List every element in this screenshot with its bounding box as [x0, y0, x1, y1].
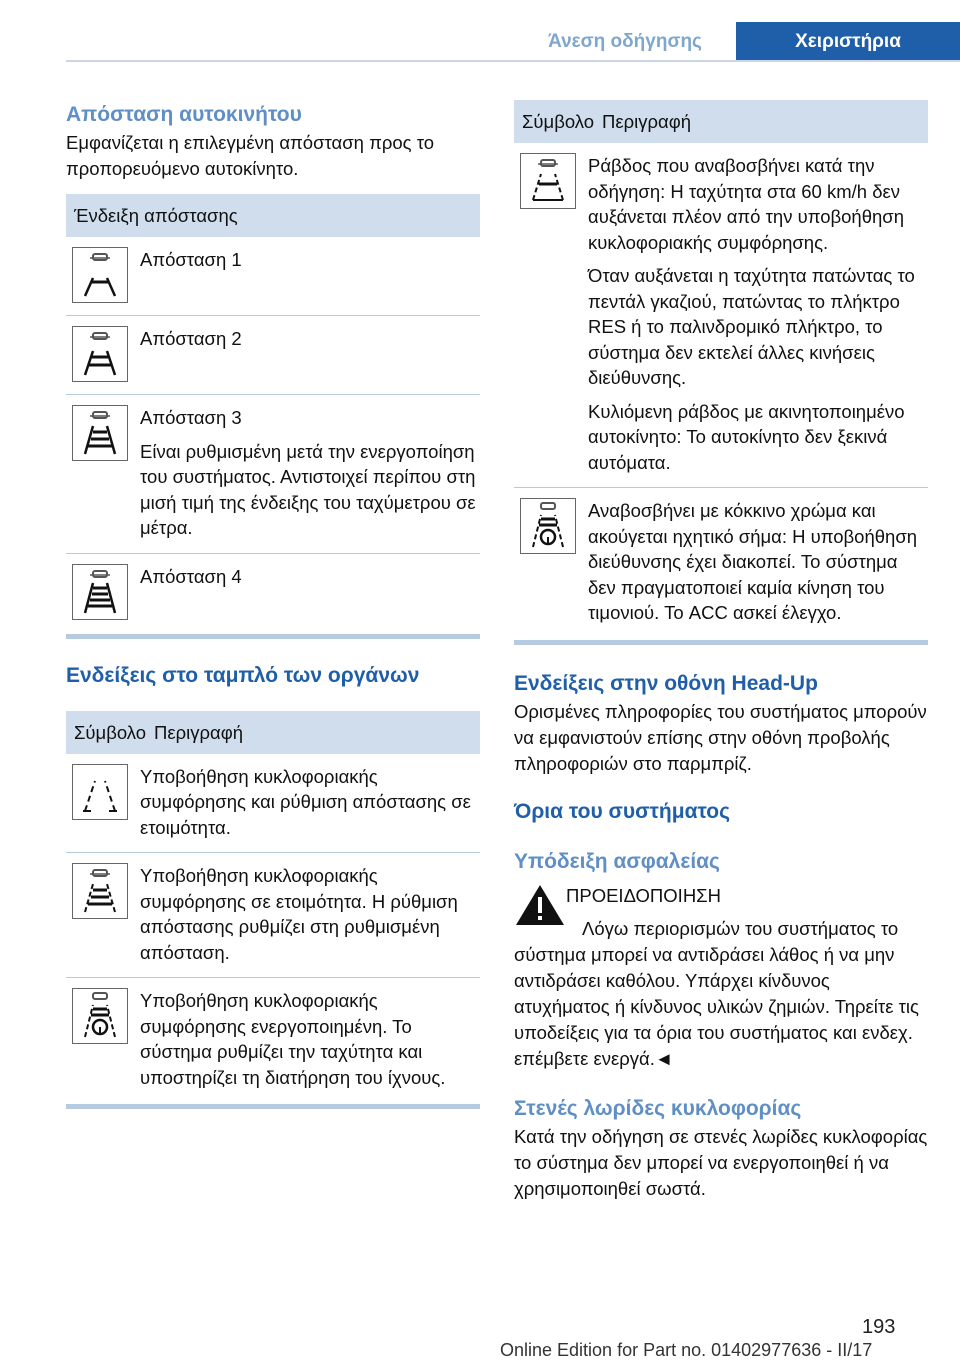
distance-2-icon — [72, 326, 128, 382]
indicator-row-2 — [66, 853, 480, 978]
distance-4-icon — [72, 564, 128, 620]
right-row-1 — [514, 143, 928, 488]
right-table-end — [514, 640, 928, 645]
right-header-symbol: Σύμβολο — [522, 111, 595, 132]
speed-limit-bar-icon — [520, 153, 576, 209]
section-title: Άνεση οδήγησης — [548, 31, 702, 52]
lanes-text: Κατά την οδήγηση σε στενές λωρίδες κυκλοφορίας το σύστημα δεν μπορεί να ενεργοποιηθεί ή να χρησιμοποιηθεί σωστά. — [514, 1125, 928, 1199]
lane-standby-icon — [72, 764, 128, 820]
left-column — [66, 100, 480, 1109]
distance-intro: Εμφανίζεται η επιλεγμένη απόσταση προς το προπορευόμενο αυτοκίνητο. — [66, 132, 435, 179]
indicator-2-text: Υποβοήθηση κυκλοφοριακής συμφόρησης σε ετοιμότητα. Η ρύθμιση απόστασης ρυθμίζει στη ρυθμισμένη απόσταση. — [140, 865, 458, 963]
hud-title: Ενδείξεις στην οθόνη Head-Up — [514, 671, 818, 695]
header-divider — [66, 60, 960, 62]
hud-text: Ορισμένες πληροφορίες του συστήματος μπορούν να εμφανιστούν επίσης στην οθόνη προβολής πληροφοριών στο παρμπρίζ. — [514, 700, 927, 774]
indicators-header-symbol: Σύμβολο — [74, 721, 147, 743]
indicators-table-end — [66, 1104, 480, 1109]
right-column — [514, 100, 928, 1202]
indicator-1-text: Υποβοήθηση κυκλοφοριακής συμφόρησης και ρύθμιση απόστασης σε ετοιμότητα. — [140, 765, 471, 838]
distance-2-text: Απόσταση 2 — [140, 328, 242, 349]
right-row-1-p2: Όταν αυξάνεται η ταχύτητα πατώντας το πεντάλ γκαζιού, πατώντας το πλήκτρο RES ή το παλινδρομικό πλήκτρο, το σύστημα δεν εκτελεί άλλες κινήσεις διεύθυνσης. — [588, 265, 915, 388]
distance-row-2 — [66, 316, 480, 395]
distance-table-header — [66, 194, 480, 237]
right-row-1-p1: Ράβδος που αναβοσβήνει κατά την οδήγηση: Η ταχύτητα στα 60 km/h δεν αυξάνεται πλέον από την υποβοήθηση κυκλοφοριακής συμφόρησης. — [588, 155, 905, 253]
indicator-row-3 — [66, 978, 480, 1102]
distance-row-4 — [66, 554, 480, 632]
distance-title: Απόσταση αυτοκινήτου — [66, 103, 302, 126]
indicator-3-text: Υποβοήθηση κυκλοφοριακής συμφόρησης ενεργοποιημένη. Το σύστημα ρυθμίζει την ταχύτητα και υποστηρίζει τη διατήρηση του ίχνους. — [140, 990, 446, 1088]
right-row-2 — [514, 488, 928, 638]
distance-1-text: Απόσταση 1 — [140, 249, 242, 270]
chapter-tab: Χειριστήρια — [736, 22, 960, 62]
steering-assist-active-icon — [72, 988, 128, 1044]
lanes-title: Στενές λωρίδες κυκλοφορίας — [514, 1096, 802, 1120]
page-number: 193 — [862, 1316, 896, 1338]
right-table-header — [514, 100, 928, 143]
distance-table-header-label: Ένδειξη απόστασης — [74, 205, 238, 226]
edition-note: Online Edition for Part no. 01402977636 - II/17 — [500, 1340, 873, 1360]
distance-row-3 — [66, 395, 480, 554]
page-header — [0, 22, 960, 62]
warning-triangle-icon — [514, 883, 566, 934]
distance-1-icon — [72, 247, 128, 303]
warning-label: ΠΡΟΕΙΔΟΠΟΙΗΣΗ — [566, 884, 721, 906]
indicators-title: Ενδείξεις στο ταμπλό των οργάνων — [66, 663, 420, 687]
safety-title: Υπόδειξη ασφαλείας — [514, 849, 720, 873]
lane-distance-standby-icon — [72, 863, 128, 919]
distance-3-extra: Είναι ρυθμισμένη μετά την ενεργοποίηση του συστήματος. Αντιστοιχεί περίπου στη μισή τιμή της ένδειξης του ταχύμετρου σε μέτρα. — [140, 440, 476, 538]
indicators-table-header — [66, 711, 480, 754]
distance-3-icon — [72, 405, 128, 461]
right-row-2-p1: Αναβοσβήνει με κόκκινο χρώμα και ακούγεται ηχητικό σήμα: Η υποβοήθηση διεύθυνσης έχει διακοπεί. Το σύστημα δεν πραγματοποιεί καμία κίνηση του τιμονιού. Το ACC ασκεί έλεγχο. — [588, 500, 918, 623]
steering-interrupted-icon — [520, 498, 576, 554]
limits-title: Όρια του συστήματος — [514, 799, 731, 823]
distance-table-end — [66, 634, 480, 639]
warning-text: Λόγω περιορισμών του συστήματος το σύστημα μπορεί να αντιδράσει λάθος ή να μην αντιδράσει καθόλου. Υπάρχει κίνδυνος ατυχήματος ή κίνδυνος υλικών ζημιών. Τηρείτε τις υποδείξεις για τα όρια του συστήματος και ενδεχ. επέμβετε ενεργά.◄ — [514, 917, 919, 1069]
warning-block — [514, 883, 928, 1072]
indicators-header-desc: Περιγραφή — [154, 721, 243, 743]
right-header-desc: Περιγραφή — [602, 111, 691, 132]
distance-3-text: Απόσταση 3 — [140, 407, 242, 428]
indicator-row-1 — [66, 754, 480, 854]
distance-row-1 — [66, 237, 480, 316]
right-row-1-p3: Κυλιόμενη ράβδος με ακινητοποιημένο αυτοκίνητο: Το αυτοκίνητο δεν ξεκινά αυτόματα. — [588, 400, 905, 473]
distance-4-text: Απόσταση 4 — [140, 565, 242, 587]
